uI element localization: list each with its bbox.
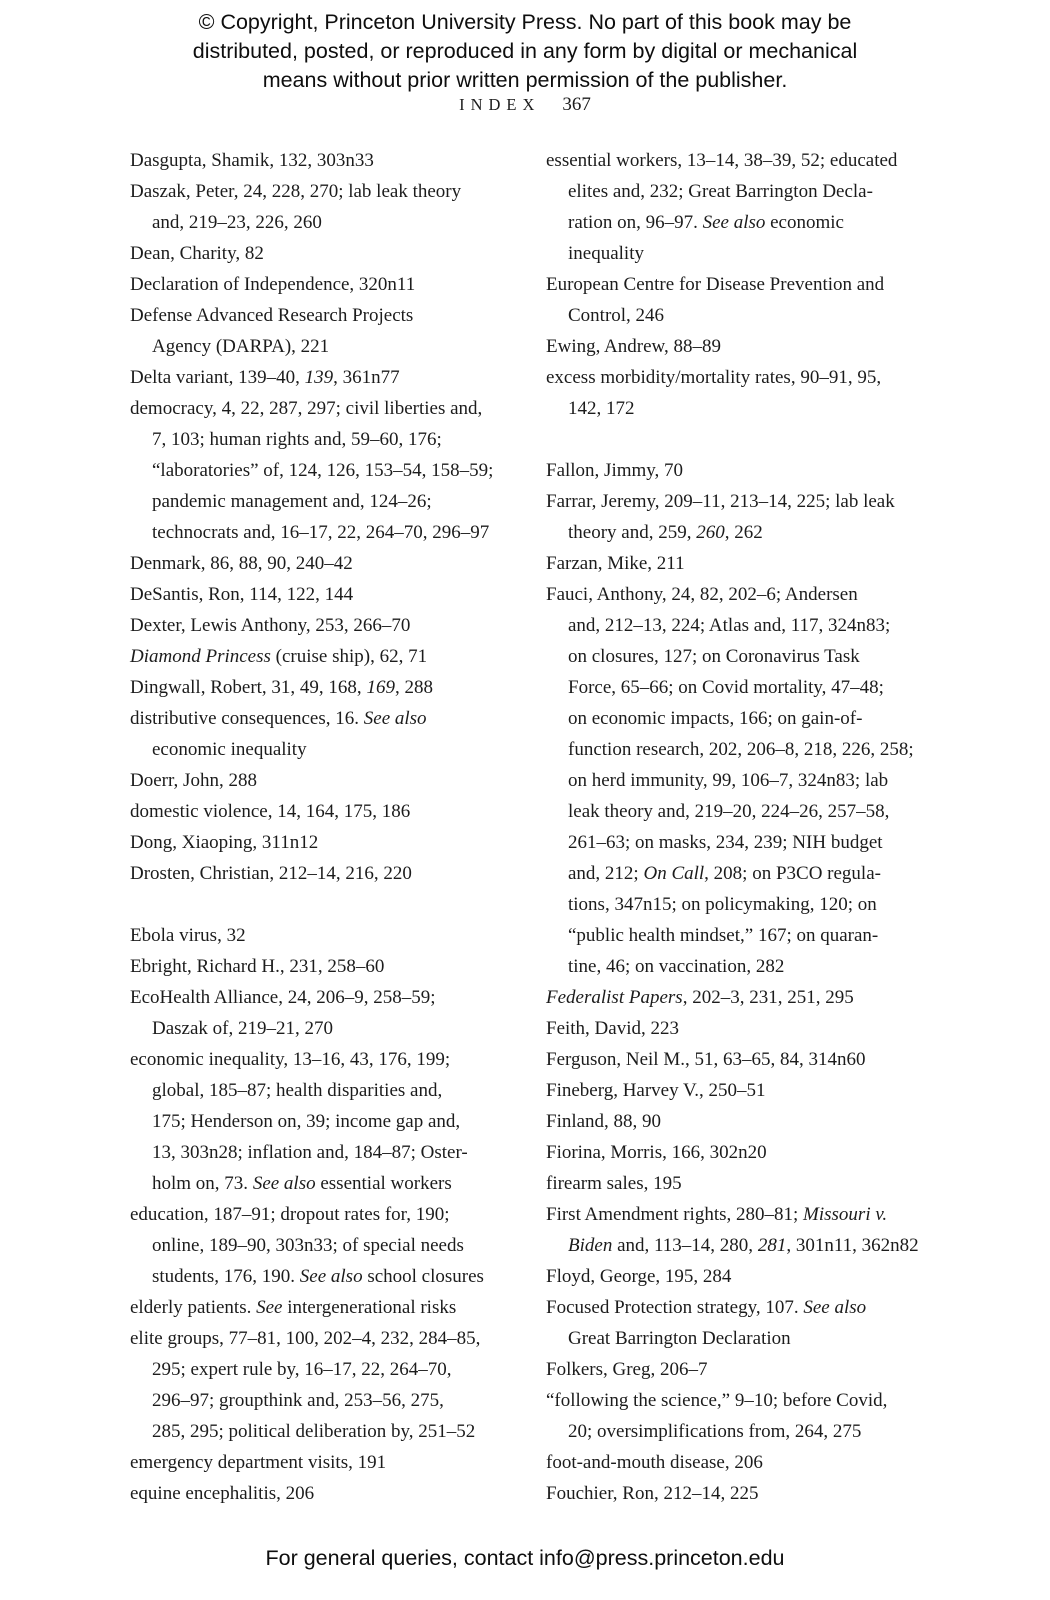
index-line: Feith, David, 223 <box>546 1018 679 1039</box>
index-line: Fineberg, Harvey V., 250–51 <box>546 1080 766 1101</box>
index-line: Dexter, Lewis Anthony, 253, 266–70 <box>130 615 411 636</box>
index-line: Folkers, Greg, 206–7 <box>546 1359 708 1380</box>
index-line: 142, 172 <box>568 398 635 419</box>
index-line: Fauci, Anthony, 24, 82, 202–6; Andersen <box>546 584 858 605</box>
index-line: Force, 65–66; on Covid mortality, 47–48; <box>568 677 884 698</box>
index-line: Dasgupta, Shamik, 132, 303n33 <box>130 150 374 171</box>
index-line: foot-and-mouth disease, 206 <box>546 1452 763 1473</box>
index-line: 261–63; on masks, 234, 239; NIH budget <box>568 832 883 853</box>
index-line: and, 212–13, 224; Atlas and, 117, 324n83; <box>568 615 891 636</box>
index-line: elderly patients. See intergenerational risks <box>130 1297 457 1318</box>
index-line: 296–97; groupthink and, 253–56, 275, <box>152 1390 444 1411</box>
index-line: pandemic management and, 124–26; <box>152 491 432 512</box>
index-line: leak theory and, 219–20, 224–26, 257–58, <box>568 801 890 822</box>
index-line: students, 176, 190. See also school closures <box>152 1266 484 1287</box>
index-line: Defense Advanced Research Projects <box>130 305 414 326</box>
copyright-line: distributed, posted, or reproduced in any form by digital or mechanical <box>192 39 858 63</box>
index-line: Ebright, Richard H., 231, 258–60 <box>130 956 385 977</box>
index-line: Farzan, Mike, 211 <box>546 553 685 574</box>
index-line: Federalist Papers, 202–3, 231, 251, 295 <box>546 987 854 1008</box>
index-line: Daszak of, 219–21, 270 <box>152 1018 333 1039</box>
index-line: Dingwall, Robert, 31, 49, 168, 169, 288 <box>130 677 433 698</box>
footer-contact: For general queries, contact info@press.princeton.edu <box>265 1546 785 1570</box>
index-line: Great Barrington Declaration <box>568 1328 791 1349</box>
index-line: emergency department visits, 191 <box>130 1452 387 1473</box>
index-line: Fiorina, Morris, 166, 302n20 <box>546 1142 767 1163</box>
index-line: 20; oversimplifications from, 264, 275 <box>568 1421 862 1442</box>
running-head <box>0 94 1050 116</box>
index-line: online, 189–90, 303n33; of special needs <box>152 1235 464 1256</box>
copyright-line: means without prior written permission of the publisher. <box>262 68 788 92</box>
index-line: elites and, 232; Great Barrington Decla- <box>568 181 873 202</box>
index-line: “following the science,” 9–10; before Covid, <box>546 1390 888 1411</box>
index-line: DeSantis, Ron, 114, 122, 144 <box>130 584 354 605</box>
index-line: Diamond Princess (cruise ship), 62, 71 <box>130 646 428 667</box>
index-line: Fouchier, Ron, 212–14, 225 <box>546 1483 759 1504</box>
index-heading: INDEX <box>459 95 541 114</box>
index-line: theory and, 259, 260, 262 <box>568 522 763 543</box>
page-number: 367 <box>562 94 591 115</box>
index-line: on economic impacts, 166; on gain-of- <box>568 708 863 729</box>
index-line: Doerr, John, 288 <box>130 770 257 791</box>
index-line: education, 187–91; dropout rates for, 190; <box>130 1204 450 1225</box>
index-line: 7, 103; human rights and, 59–60, 176; <box>152 429 442 450</box>
index-gap <box>546 424 952 455</box>
index-line: distributive consequences, 16. See also <box>130 708 427 729</box>
copyright-line: © Copyright, Princeton University Press. No part of this book may be <box>198 10 852 34</box>
index-line: 285, 295; political deliberation by, 251–52 <box>152 1421 476 1442</box>
index-line: Declaration of Independence, 320n11 <box>130 274 416 295</box>
index-line: global, 185–87; health disparities and, <box>152 1080 443 1101</box>
index-line: Dean, Charity, 82 <box>130 243 264 264</box>
index-line: economic inequality, 13–16, 43, 176, 199; <box>130 1049 451 1070</box>
index-line: on herd immunity, 99, 106–7, 324n83; lab <box>568 770 889 791</box>
index-line: Drosten, Christian, 212–14, 216, 220 <box>130 863 412 884</box>
index-column-right <box>546 145 952 1509</box>
index-line: Floyd, George, 195, 284 <box>546 1266 732 1287</box>
index-line: Control, 246 <box>568 305 665 326</box>
index-column-left <box>130 145 536 1509</box>
index-line: Daszak, Peter, 24, 228, 270; lab leak theory <box>130 181 462 202</box>
index-line: essential workers, 13–14, 38–39, 52; educated <box>546 150 898 171</box>
index-line: Focused Protection strategy, 107. See also <box>546 1297 867 1318</box>
index-line: Delta variant, 139–40, 139, 361n77 <box>130 367 400 388</box>
index-line: 13, 303n28; inflation and, 184–87; Oster- <box>152 1142 468 1163</box>
index-line: Ferguson, Neil M., 51, 63–65, 84, 314n60 <box>546 1049 866 1070</box>
index-line: on closures, 127; on Coronavirus Task <box>568 646 860 667</box>
index-line: Farrar, Jeremy, 209–11, 213–14, 225; lab leak <box>546 491 895 512</box>
index-line: Finland, 88, 90 <box>546 1111 662 1132</box>
index-line: domestic violence, 14, 164, 175, 186 <box>130 801 411 822</box>
index-line: Ewing, Andrew, 88–89 <box>546 336 722 357</box>
index-line: “public health mindset,” 167; on quaran- <box>568 925 879 946</box>
index-line: economic inequality <box>152 739 307 760</box>
index-line: EcoHealth Alliance, 24, 206–9, 258–59; <box>130 987 436 1008</box>
index-gap <box>130 889 536 920</box>
index-line: function research, 202, 206–8, 218, 226, 258; <box>568 739 914 760</box>
index-line: technocrats and, 16–17, 22, 264–70, 296–97 <box>152 522 490 543</box>
index-line: and, 219–23, 226, 260 <box>152 212 322 233</box>
index-line: tions, 347n15; on policymaking, 120; on <box>568 894 877 915</box>
copyright-notice <box>0 8 1050 95</box>
index-line: equine encephalitis, 206 <box>130 1483 315 1504</box>
index-line: “laboratories” of, 124, 126, 153–54, 158–59; <box>152 460 494 481</box>
index-line: firearm sales, 195 <box>546 1173 682 1194</box>
index-line: excess morbidity/mortality rates, 90–91, 95, <box>546 367 882 388</box>
index-line: Dong, Xiaoping, 311n12 <box>130 832 319 853</box>
index-line: Biden and, 113–14, 280, 281, 301n11, 362n82 <box>568 1235 919 1256</box>
index-line: European Centre for Disease Prevention and <box>546 274 885 295</box>
index-line: Denmark, 86, 88, 90, 240–42 <box>130 553 353 574</box>
index-line: 295; expert rule by, 16–17, 22, 264–70, <box>152 1359 452 1380</box>
index-line: Agency (DARPA), 221 <box>152 336 330 357</box>
index-line: tine, 46; on vaccination, 282 <box>568 956 785 977</box>
index-line: Fallon, Jimmy, 70 <box>546 460 684 481</box>
index-line: Ebola virus, 32 <box>130 925 246 946</box>
index-line: First Amendment rights, 280–81; Missouri v. <box>546 1204 888 1225</box>
index-line: inequality <box>568 243 644 264</box>
index-line: democracy, 4, 22, 287, 297; civil liberties and, <box>130 398 483 419</box>
index-line: elite groups, 77–81, 100, 202–4, 232, 284–85, <box>130 1328 481 1349</box>
index-line: holm on, 73. See also essential workers <box>152 1173 452 1194</box>
index-line: and, 212; On Call, 208; on P3CO regula- <box>568 863 881 884</box>
index-line: 175; Henderson on, 39; income gap and, <box>152 1111 461 1132</box>
index-line: ration on, 96–97. See also economic <box>568 212 844 233</box>
